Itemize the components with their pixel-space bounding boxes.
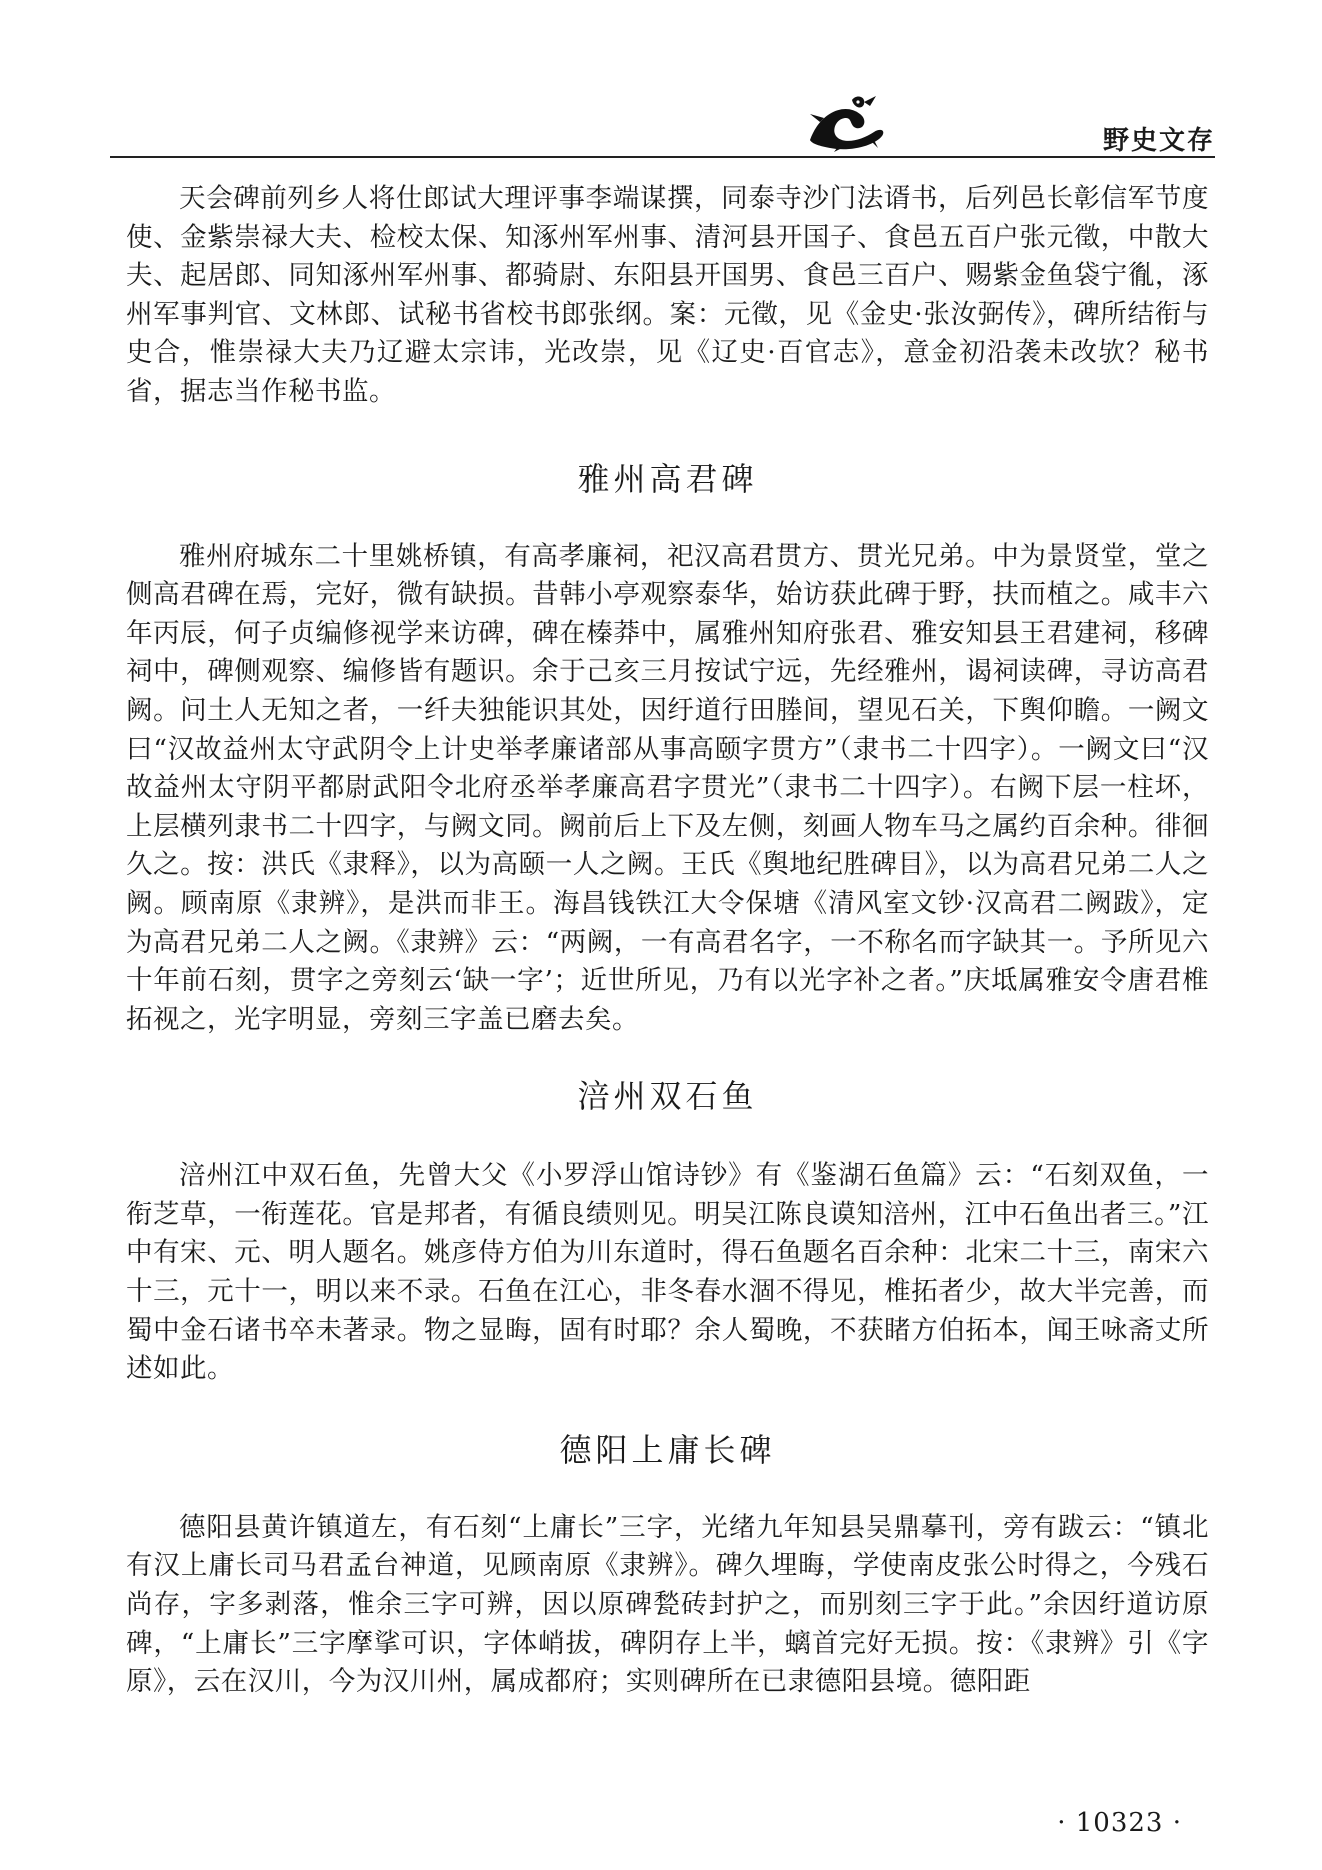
section-heading-deyang: 德阳上庸长碑 <box>559 1430 776 1469</box>
page-number: · 10323 · <box>1057 1808 1182 1838</box>
running-header-title: 野史文存 <box>1102 126 1215 156</box>
section-heading-yazhou: 雅州高君碑 <box>577 459 758 498</box>
paragraph-deyang: 德阳县黄许镇道左，有石刻“上庸长”三字，光绪九年知县吴鼎摹刊，旁有跋云：“镇北有汉上庸长司马君孟台神道，见顾南原《隶辨》。碑久埋晦，学使南皮张公时得之，今残石尚存，字多剥落，惟余三字可辨，因以原碑甃砖封护之，而别刻三字于此。”余因纡道访原碑，“上庸长”三字摩挲可识，字体峭拔，碑阴存上半，螭首完好无损。按：《隶辨》引《字原》，云在汉川，今为汉川州，属成都府；实则碑所在已隶德阳县境。德阳距 <box>126 1511 1209 1698</box>
paragraph-tianhui-stele: 天会碑前列乡人将仕郎试大理评事李端谋撰，同泰寺沙门法谞书，后列邑长彰信军节度使、金紫崇禄大夫、检校太保、知涿州军州事、清河县开国子、食邑五百户张元徵，中散大夫、起居郎、同知涿州军州事、都骑尉、东阳县开国男、食邑三百户、赐紫金鱼袋宁㣧，涿州军事判官、文林郎、试秘书省校书郎张纲。案：元徵，见《金史·张汝弼传》，碑所结衔与史合，惟崇禄大夫乃辽避太宗讳，光改崇，见《辽史·百官志》，意金初沿袭未改欤？秘书省，据志当作秘书监。 <box>126 183 1209 407</box>
page-body <box>126 180 1209 1702</box>
paragraph-yazhou: 雅州府城东二十里姚桥镇，有高孝廉祠，祀汉高君贯方、贯光兄弟。中为景贤堂，堂之侧高君碑在焉，完好，微有缺损。昔韩小亭观察泰华，始访获此碑于野，扶而植之。咸丰六年丙辰，何子贞编修视学来访碑，碑在榛莽中，属雅州知府张君、雅安知县王君建祠，移碑祠中，碑侧观察、编修皆有题识。余于己亥三月按试宁远，先经雅州，谒祠读碑，寻访高君阙。问土人无知之者，一纤夫独能识其处，因纡道行田塍间，望见石关，下舆仰瞻。一阙文曰“汉故益州太守武阴令上计史举孝廉诸部从事高颐字贯方”（隶书二十四字）。一阙文曰“汉故益州太守阴平都尉武阳令北府丞举孝廉高君字贯光”（隶书二十四字）。右阙下层一柱坏，上层横列隶书二十四字，与阙文同。阙前后上下及左侧，刻画人物车马之属约百余种。徘徊久之。按：洪氏《隶释》，以为高颐一人之阙。王氏《舆地纪胜碑目》，以为高君兄弟二人之阙。顾南原《隶辨》，是洪而非王。海昌钱铁江大令保塘《清风室文钞·汉高君二阙跋》，定为高君兄弟二人之阙。《隶辨》云：“两阙，一有高君名字，一不称名而字缺其一。予所见六十年前石刻，贯字之旁刻云‘缺一字’；近世所见，乃有以光字补之者。”庆坻属雅安令唐君椎拓视之，光字明显，旁刻三字盖已磨去矣。 <box>126 540 1209 1035</box>
header-rule <box>110 156 1215 158</box>
paragraph-fuzhou: 涪州江中双石鱼，先曾大父《小罗浮山馆诗钞》有《鉴湖石鱼篇》云：“石刻双鱼，一衔芝草，一衔莲花。官是邦者，有循良绩则见。明吴江陈良谟知涪州，江中石鱼出者三。”江中有宋、元、明人题名。姚彦侍方伯为川东道时，得石鱼题名百余种：北宋二十三，南宋六十三，元十一，明以来不录。石鱼在江心，非冬春水涸不得见，椎拓者少，故大半完善，而蜀中金石诸书卒未著录。物之显晦，固有时耶？余人蜀晚，不获睹方伯拓本，闻王咏斋丈所述如此。 <box>126 1160 1209 1385</box>
dragon-emblem-icon <box>790 92 900 152</box>
running-header <box>110 92 1215 158</box>
section-heading-fuzhou: 涪州双石鱼 <box>577 1077 758 1116</box>
